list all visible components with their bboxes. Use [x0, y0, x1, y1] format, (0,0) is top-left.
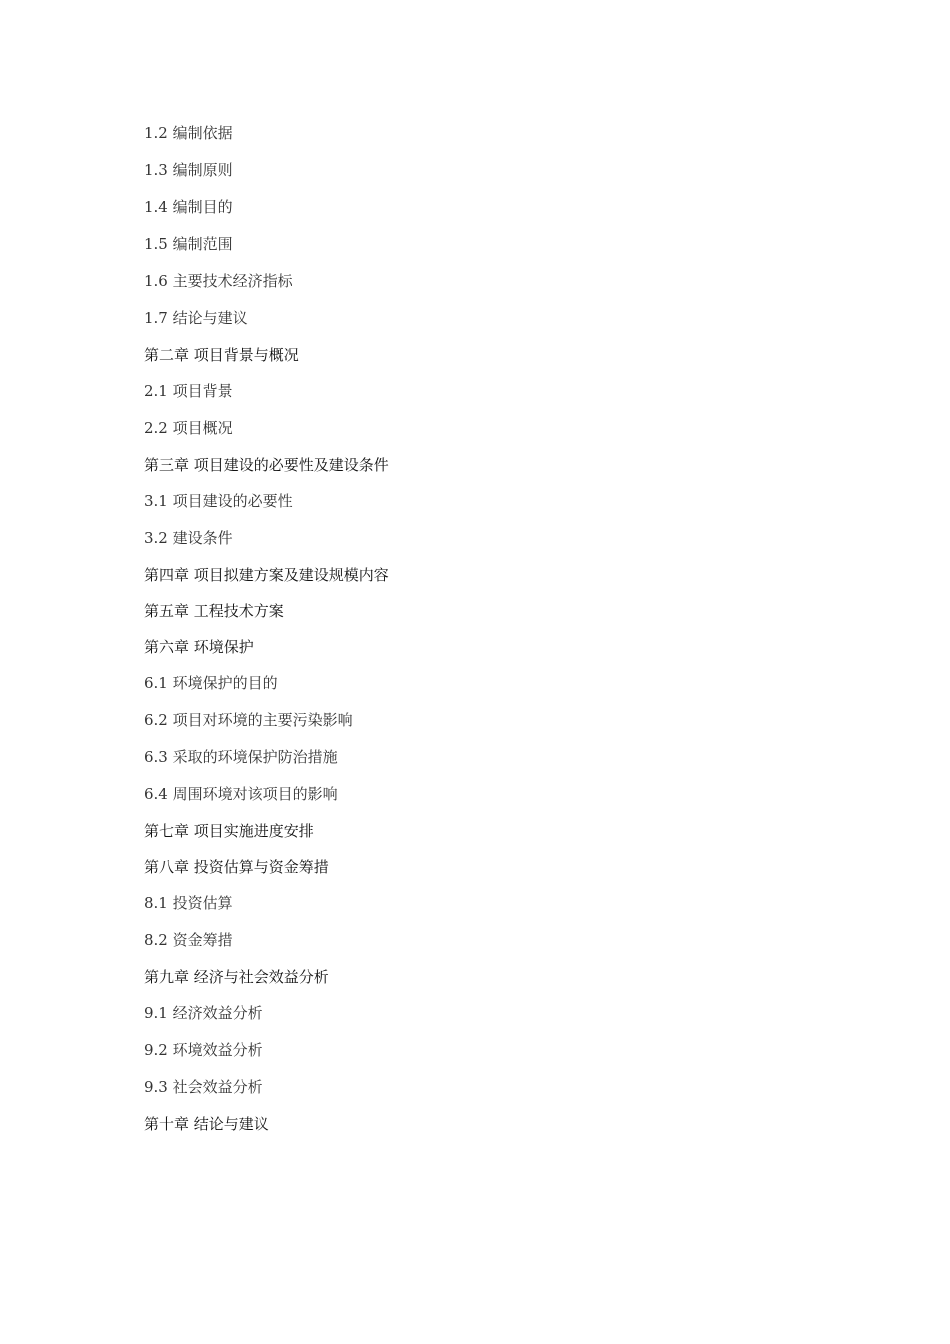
toc-chapter-7: 第七章 项目实施进度安排 — [144, 822, 314, 840]
toc-entry-1-7: 1.7 结论与建议 — [144, 309, 248, 327]
toc-entry-9-1: 9.1 经济效益分析 — [144, 1004, 263, 1022]
toc-entry-9-2: 9.2 环境效益分析 — [144, 1041, 263, 1059]
toc-chapter-10: 第十章 结论与建议 — [144, 1115, 269, 1133]
toc-entry-3-2: 3.2 建设条件 — [144, 529, 233, 547]
toc-chapter-9: 第九章 经济与社会效益分析 — [144, 968, 329, 986]
toc-chapter-4: 第四章 项目拟建方案及建设规模内容 — [144, 566, 389, 584]
toc-entry-2-1: 2.1 项目背景 — [144, 382, 233, 400]
toc-entry-8-1: 8.1 投资估算 — [144, 894, 233, 912]
toc-entry-6-1: 6.1 环境保护的目的 — [144, 674, 278, 692]
toc-chapter-3: 第三章 项目建设的必要性及建设条件 — [144, 456, 389, 474]
toc-entry-2-2: 2.2 项目概况 — [144, 419, 233, 437]
toc-entry-6-4: 6.4 周围环境对该项目的影响 — [144, 785, 338, 803]
toc-entry-1-3: 1.3 编制原则 — [144, 161, 233, 179]
toc-entry-1-4: 1.4 编制目的 — [144, 198, 233, 216]
toc-entry-1-2: 1.2 编制依据 — [144, 124, 233, 142]
toc-chapter-2: 第二章 项目背景与概况 — [144, 346, 299, 364]
table-of-contents — [144, 118, 844, 1145]
toc-entry-6-3: 6.3 采取的环境保护防治措施 — [144, 748, 338, 766]
toc-entry-1-6: 1.6 主要技术经济指标 — [144, 272, 293, 290]
toc-entry-9-3: 9.3 社会效益分析 — [144, 1078, 263, 1096]
toc-chapter-5: 第五章 工程技术方案 — [144, 602, 284, 620]
toc-entry-1-5: 1.5 编制范围 — [144, 235, 233, 253]
toc-chapter-8: 第八章 投资估算与资金筹措 — [144, 858, 329, 876]
toc-entry-8-2: 8.2 资金筹措 — [144, 931, 233, 949]
toc-chapter-6: 第六章 环境保护 — [144, 638, 254, 656]
toc-entry-3-1: 3.1 项目建设的必要性 — [144, 492, 293, 510]
toc-entry-6-2: 6.2 项目对环境的主要污染影响 — [144, 711, 353, 729]
